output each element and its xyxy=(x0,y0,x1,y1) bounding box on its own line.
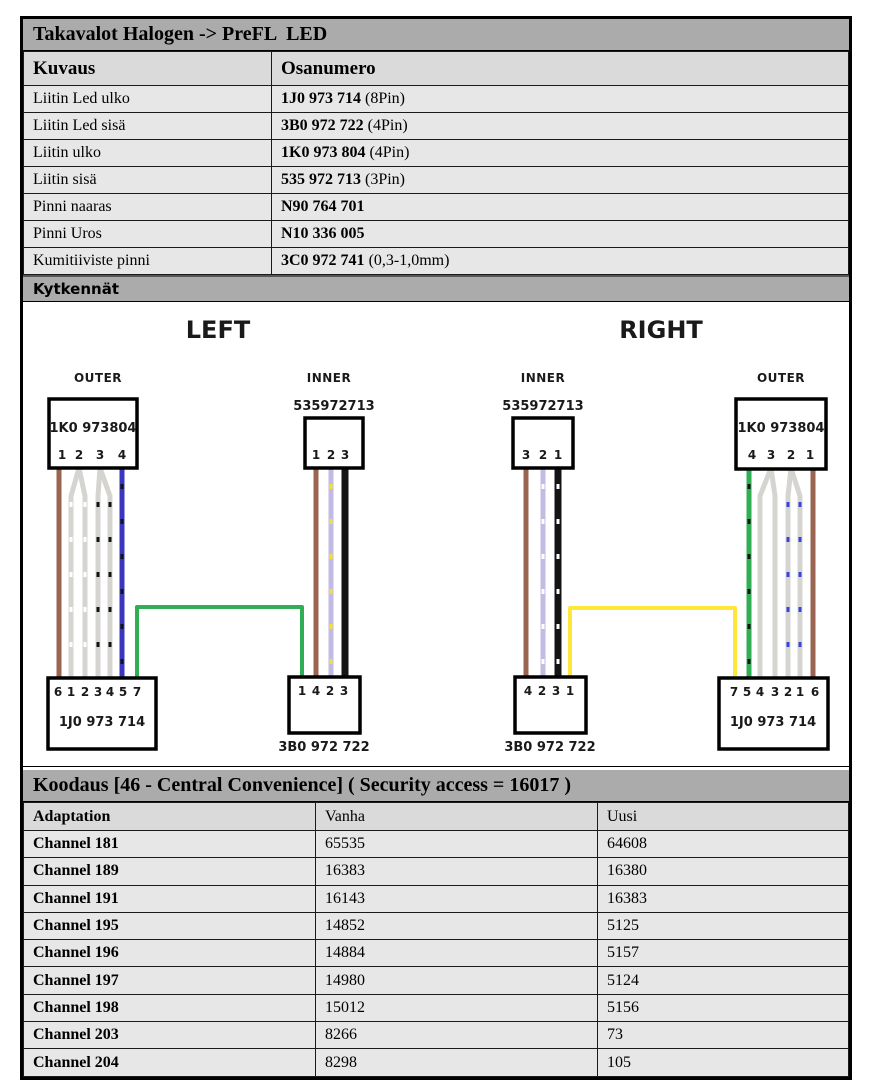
left-diagram-title: LEFT xyxy=(185,316,251,344)
vanha-cell: 16383 xyxy=(316,858,598,885)
part-desc-cell: Kumitiiviste pinni xyxy=(24,248,272,275)
document-page xyxy=(20,16,852,1080)
pin-number: 1 xyxy=(565,684,575,698)
pin-number: 5 xyxy=(742,685,752,699)
pin-number: 3 xyxy=(766,448,776,462)
part-number: 3B0 972 722 xyxy=(281,117,364,134)
table-row xyxy=(24,858,849,885)
uusi-cell: 16380 xyxy=(598,858,849,885)
part-number-cell xyxy=(272,194,849,221)
right-diagram-title: RIGHT xyxy=(619,316,703,344)
coding-table-header-row xyxy=(24,803,849,831)
vanha-cell: 65535 xyxy=(316,831,598,858)
vanha-cell: 14884 xyxy=(316,940,598,967)
right-outer-label: OUTER xyxy=(756,371,806,385)
part-number-cell xyxy=(272,140,849,167)
table-row xyxy=(24,248,849,275)
uusi-cell: 105 xyxy=(598,1049,849,1076)
pin-number: 4 xyxy=(311,684,321,698)
document-title: Takavalot Halogen -> PreFL LED xyxy=(23,19,849,51)
pin-number: 3 xyxy=(340,448,350,462)
right-inner-wires xyxy=(526,468,735,678)
vanha-cell: 8266 xyxy=(316,1022,598,1049)
pin-number: 1 xyxy=(297,684,307,698)
connector-part-number: 1K0 973804 xyxy=(49,421,137,436)
left-outer-label: OUTER xyxy=(73,371,123,385)
part-number-cell xyxy=(272,221,849,248)
connector-part-number: 535972713 xyxy=(293,399,375,414)
pin-number: 3 xyxy=(339,684,349,698)
table-row xyxy=(24,167,849,194)
part-note: (0,3-1,0mm) xyxy=(364,252,450,269)
pin-number: 2 xyxy=(74,448,84,462)
part-note: (4Pin) xyxy=(363,117,408,134)
pin-number: 2 xyxy=(786,448,796,462)
table-row xyxy=(24,140,849,167)
channel-cell: Channel 189 xyxy=(24,858,316,885)
channel-cell: Channel 198 xyxy=(24,994,316,1021)
vanha-cell: 8298 xyxy=(316,1049,598,1076)
table-row xyxy=(24,221,849,248)
right-inner-bottom-connector xyxy=(504,677,595,755)
uusi-cell: 5157 xyxy=(598,940,849,967)
coding-col-adaptation: Adaptation xyxy=(24,803,316,831)
pin-number: 1 xyxy=(795,685,805,699)
left-inner-top-connector xyxy=(293,399,374,468)
left-outer-top-connector xyxy=(49,399,137,468)
uusi-cell: 16383 xyxy=(598,885,849,912)
pin-number: 3 xyxy=(770,685,780,699)
connector-part-number: 535972713 xyxy=(502,399,584,414)
pin-number: 3 xyxy=(551,684,561,698)
coding-col-uusi: Uusi xyxy=(598,803,849,831)
connector-part-number: 1K0 973804 xyxy=(737,421,825,436)
connections-section-label: Kytkennät xyxy=(23,275,849,302)
pin-number: 2 xyxy=(537,684,547,698)
table-row xyxy=(24,940,849,967)
table-row xyxy=(24,113,849,140)
part-note: (3Pin) xyxy=(361,171,405,188)
table-row xyxy=(24,967,849,994)
coding-section-title: Koodaus [46 - Central Convenience] ( Security access = 16017 ) xyxy=(23,767,849,802)
pin-number: 2 xyxy=(783,685,793,699)
pin-number: 7 xyxy=(729,685,739,699)
vanha-cell: 14852 xyxy=(316,912,598,939)
channel-cell: Channel 204 xyxy=(24,1049,316,1076)
pin-number: 2 xyxy=(325,684,335,698)
pin-number: 5 xyxy=(118,685,128,699)
table-row xyxy=(24,831,849,858)
part-desc-cell: Pinni naaras xyxy=(24,194,272,221)
left-inner-bottom-connector xyxy=(278,677,369,755)
wire-yellow-link xyxy=(570,608,735,678)
connector-part-number: 3B0 972 722 xyxy=(278,740,370,755)
parts-col-osanumero: Osanumero xyxy=(272,52,849,86)
channel-cell: Channel 203 xyxy=(24,1022,316,1049)
left-inner-wires xyxy=(316,468,345,677)
part-number-cell xyxy=(272,86,849,113)
part-number: 1J0 973 714 xyxy=(281,90,361,107)
pin-number: 6 xyxy=(810,685,820,699)
pin-number: 1 xyxy=(57,448,67,462)
part-note: (4Pin) xyxy=(365,144,410,161)
uusi-cell: 5156 xyxy=(598,994,849,1021)
part-desc-cell: Liitin Led sisä xyxy=(24,113,272,140)
vanha-cell: 16143 xyxy=(316,885,598,912)
left-outer-wires xyxy=(59,468,302,678)
channel-cell: Channel 191 xyxy=(24,885,316,912)
pin-number: 1 xyxy=(66,685,76,699)
part-number: 1K0 973 804 xyxy=(281,144,366,161)
pin-number: 4 xyxy=(755,685,765,699)
right-inner-label: INNER xyxy=(520,371,566,385)
pin-number: 4 xyxy=(523,684,533,698)
part-number-cell xyxy=(272,113,849,140)
pin-number: 2 xyxy=(326,448,336,462)
wiring-diagram-svg xyxy=(23,302,849,766)
part-number: 535 972 713 xyxy=(281,171,361,188)
left-outer-bottom-connector xyxy=(48,678,156,749)
parts-table xyxy=(23,51,849,275)
connector-part-number: 3B0 972 722 xyxy=(504,740,596,755)
channel-cell: Channel 197 xyxy=(24,967,316,994)
right-outer-top-connector xyxy=(736,399,826,469)
table-row xyxy=(24,194,849,221)
pin-number: 3 xyxy=(521,448,531,462)
parts-table-header-row xyxy=(24,52,849,86)
table-row xyxy=(24,912,849,939)
part-number: N90 764 701 xyxy=(281,198,365,215)
pin-number: 1 xyxy=(311,448,321,462)
pin-number: 4 xyxy=(747,448,757,462)
part-number: 3C0 972 741 xyxy=(281,252,365,269)
parts-col-kuvaus: Kuvaus xyxy=(24,52,272,86)
connector-part-number: 1J0 973 714 xyxy=(729,715,817,730)
vanha-cell: 14980 xyxy=(316,967,598,994)
wiring-diagram xyxy=(23,302,849,767)
right-outer-bottom-connector xyxy=(719,678,828,749)
table-row xyxy=(24,86,849,113)
pin-number: 1 xyxy=(553,448,563,462)
part-number-cell xyxy=(272,248,849,275)
connector-part-number: 1J0 973 714 xyxy=(58,715,146,730)
pin-number: 7 xyxy=(132,685,142,699)
vanha-cell: 15012 xyxy=(316,994,598,1021)
part-number-cell xyxy=(272,167,849,194)
channel-cell: Channel 196 xyxy=(24,940,316,967)
pin-number: 3 xyxy=(95,448,105,462)
part-desc-cell: Liitin sisä xyxy=(24,167,272,194)
pin-number: 1 xyxy=(805,448,815,462)
table-row xyxy=(24,1022,849,1049)
channel-cell: Channel 181 xyxy=(24,831,316,858)
wire-green-link xyxy=(137,607,302,678)
wire-gray xyxy=(771,468,775,678)
right-inner-top-connector xyxy=(502,399,583,468)
uusi-cell: 5124 xyxy=(598,967,849,994)
uusi-cell: 5125 xyxy=(598,912,849,939)
pin-number: 4 xyxy=(105,685,115,699)
table-row xyxy=(24,1049,849,1076)
part-desc-cell: Pinni Uros xyxy=(24,221,272,248)
right-outer-wires xyxy=(749,468,813,678)
channel-cell: Channel 195 xyxy=(24,912,316,939)
table-row xyxy=(24,994,849,1021)
part-note: (8Pin) xyxy=(361,90,405,107)
part-number: N10 336 005 xyxy=(281,225,365,242)
wire-gray xyxy=(760,468,771,678)
coding-col-vanha: Vanha xyxy=(316,803,598,831)
uusi-cell: 64608 xyxy=(598,831,849,858)
pin-number: 3 xyxy=(93,685,103,699)
pin-number: 2 xyxy=(538,448,548,462)
part-desc-cell: Liitin Led ulko xyxy=(24,86,272,113)
pin-number: 4 xyxy=(117,448,127,462)
pin-number: 6 xyxy=(53,685,63,699)
table-row xyxy=(24,885,849,912)
coding-table xyxy=(23,802,849,1077)
uusi-cell: 73 xyxy=(598,1022,849,1049)
part-desc-cell: Liitin ulko xyxy=(24,140,272,167)
left-inner-label: INNER xyxy=(306,371,352,385)
pin-number: 2 xyxy=(80,685,90,699)
